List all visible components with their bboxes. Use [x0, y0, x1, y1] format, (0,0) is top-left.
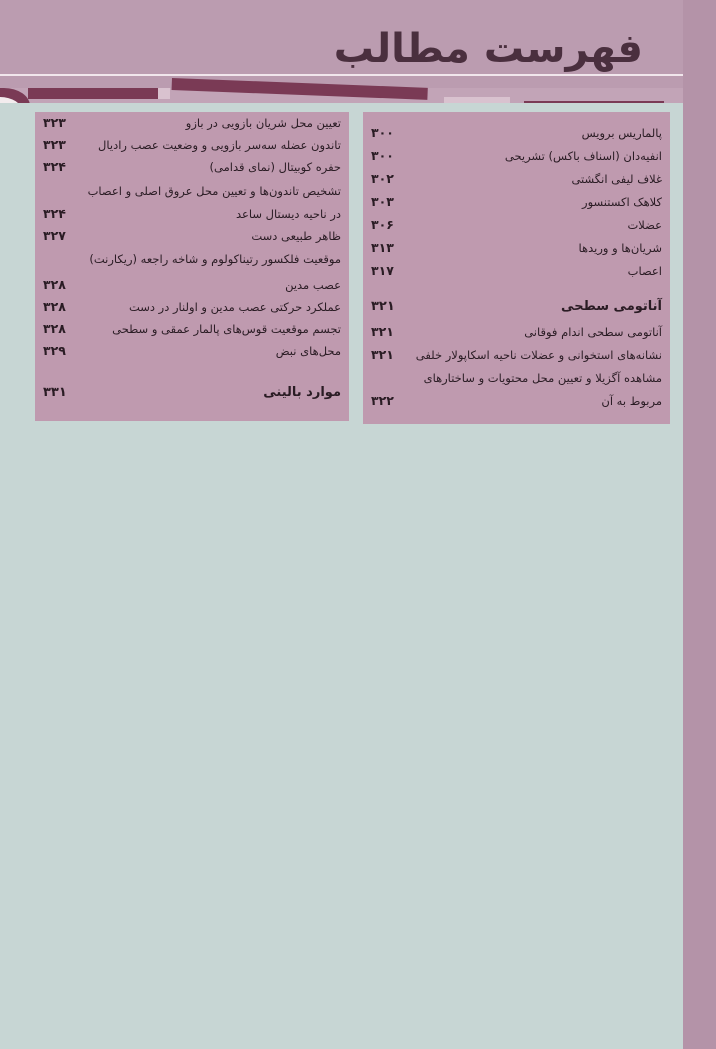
toc-section-heading[interactable]: آناتومی سطحی ۳۲۱ — [371, 299, 662, 314]
toc-entry[interactable]: شریان‌ها و وریدها ۳۱۳ — [371, 240, 662, 255]
toc-entry[interactable]: تشخیص تاندون‌ها و تعیین محل عروق اصلی و اعصاب — [87, 184, 341, 198]
toc-entry[interactable]: حفره کوبیتال (نمای قدامی) ۳۲۴ — [43, 159, 341, 174]
toc-entry[interactable]: عصب مدین ۳۲۸ — [43, 277, 341, 292]
toc-entry[interactable]: نشانه‌های استخوانی و عضلات ناحیه اسکاپولار خلفی ۳۲۱ — [371, 347, 662, 362]
toc-entry[interactable]: عملکرد حرکتی عصب مدین و اولنار در دست ۳۲۸ — [43, 299, 341, 314]
page-title: فهرست مطالب — [333, 26, 643, 72]
toc-entry[interactable]: تاندون عضله سه‌سر بازویی و وضعیت عصب رادیال ۳۲۳ — [43, 137, 341, 152]
toc-entry[interactable]: موقعیت فلکسور رتیناکولوم و شاخه راجعه (ریکارنت) — [89, 252, 341, 266]
toc-section-heading[interactable]: موارد بالینی ۳۳۱ — [43, 385, 341, 400]
toc-entry[interactable]: پالماریس برویس ۳۰۰ — [371, 125, 662, 140]
decor-bar — [158, 88, 170, 99]
toc-entry[interactable]: تعیین محل شریان بازویی در بازو ۳۲۳ — [43, 115, 341, 130]
toc-entry[interactable]: اعصاب ۳۱۷ — [371, 263, 662, 278]
toc-right-column — [363, 112, 670, 424]
toc-entry[interactable]: آناتومی سطحی اندام فوقانی ۳۲۱ — [371, 324, 662, 339]
toc-entry[interactable]: غلاف لیفی انگشتی ۳۰۲ — [371, 171, 662, 186]
toc-entry[interactable]: تجسم موقعیت قوس‌های پالمار عمقی و سطحی ۳۲۸ — [43, 321, 341, 336]
toc-entry[interactable]: محل‌های نبض ۳۲۹ — [43, 343, 341, 358]
toc-entry[interactable]: کلاهک اکستنسور ۳۰۳ — [371, 194, 662, 209]
toc-entry[interactable]: ظاهر طبیعی دست ۳۲۷ — [43, 228, 341, 243]
title-divider — [0, 74, 683, 76]
toc-entry[interactable]: انفیه‌دان (اسناف باکس) تشریحی ۳۰۰ — [371, 148, 662, 163]
decor-bar — [28, 88, 158, 99]
toc-entry[interactable]: مشاهده آگزیلا و تعیین محل محتویات و ساختارهای — [423, 371, 662, 385]
page-edge — [683, 0, 716, 1049]
toc-entry[interactable]: مربوط به آن ۳۲۲ — [371, 393, 662, 408]
toc-left-column — [35, 112, 349, 421]
toc-entry[interactable]: عضلات ۳۰۶ — [371, 217, 662, 232]
toc-entry[interactable]: در ناحیه دیستال ساعد ۳۲۴ — [43, 206, 341, 221]
